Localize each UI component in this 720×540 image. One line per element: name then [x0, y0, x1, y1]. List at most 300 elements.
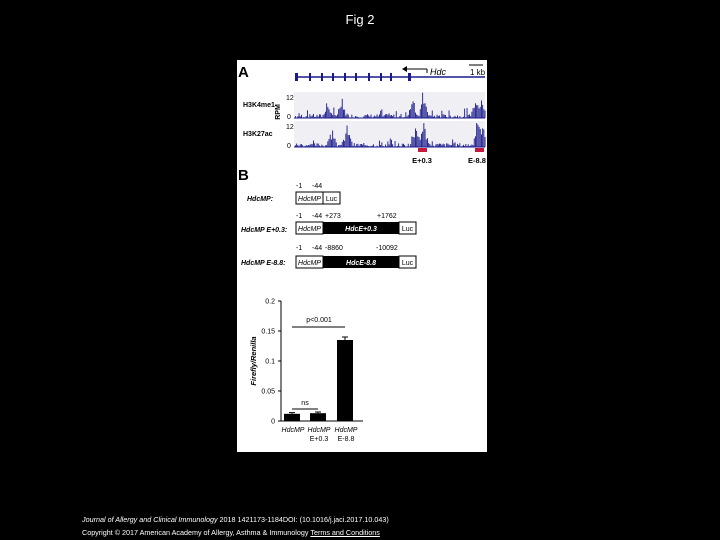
track-signal-bar — [354, 143, 355, 147]
track-signal-bar — [335, 115, 336, 118]
track-signal-bar — [416, 115, 417, 118]
track-min: 0 — [287, 114, 291, 121]
track-signal-bar — [411, 104, 412, 118]
track-signal-bar — [415, 129, 416, 148]
track-signal-bar — [428, 143, 429, 147]
track-signal-bar — [439, 144, 440, 147]
track-signal-bar — [341, 145, 342, 147]
track-signal-bar — [356, 144, 357, 147]
track-signal-bar — [399, 116, 400, 118]
track-signal-bar — [413, 101, 414, 118]
track-signal-bar — [386, 114, 387, 118]
track-signal-bar — [307, 146, 308, 147]
construct-coord: +273 — [325, 213, 341, 220]
track-signal-bar — [312, 144, 313, 147]
track-signal-bar — [341, 107, 342, 118]
track-signal-bar — [325, 112, 326, 118]
track-signal-bar — [359, 118, 360, 119]
track-signal-bar — [435, 145, 436, 148]
track-signal-bar — [459, 116, 460, 118]
track-signal-bar — [413, 137, 414, 147]
track-signal-bar — [464, 109, 465, 118]
track-signal-bar — [437, 115, 438, 118]
track-signal-bar — [404, 145, 405, 147]
track-signal-bar — [307, 110, 308, 118]
track-signal-bar — [384, 115, 385, 118]
track-signal-bar — [408, 115, 409, 118]
track-signal-bar — [362, 145, 363, 147]
track-signal-bar — [426, 140, 427, 148]
track-signal-bar — [470, 116, 471, 118]
track-signal-bar — [329, 139, 330, 147]
track-signal-bar — [395, 141, 396, 147]
track-signal-bar — [371, 115, 372, 119]
construct-coord: -44 — [312, 183, 323, 190]
construct-name: HdcMP: — [247, 196, 274, 203]
x-tick-label: HdcMP — [334, 427, 358, 434]
track-signal-bar — [440, 144, 441, 147]
track-signal-bar — [296, 144, 297, 147]
track-signal-bar — [437, 144, 438, 147]
track-signal-bar — [419, 137, 420, 147]
track-signal-bar — [314, 117, 315, 118]
track-signal-bar — [407, 116, 408, 118]
track-signal-bar — [335, 139, 336, 147]
track-signal-bar — [467, 146, 468, 147]
construct-box-label: Luc — [401, 226, 414, 233]
track-signal-bar — [301, 144, 302, 147]
track-axis-label: RPM — [275, 104, 282, 120]
track-signal-bar — [427, 112, 428, 118]
track-signal-bar — [420, 140, 421, 147]
track-signal-bar — [365, 145, 366, 147]
track-signal-bar — [306, 145, 307, 147]
track-signal-bar — [443, 114, 444, 118]
construct-box-label: HdcMP — [298, 196, 321, 203]
track-signal-bar — [433, 117, 434, 118]
track-signal-bar — [463, 145, 464, 147]
track-signal-bar — [485, 137, 486, 147]
track-signal-bar — [330, 113, 331, 119]
track-signal-bar — [386, 146, 387, 147]
track-signal-bar — [300, 144, 301, 147]
track-signal-bar — [390, 115, 391, 118]
track-background — [294, 121, 485, 147]
track-signal-bar — [401, 147, 402, 148]
track-signal-bar — [295, 116, 296, 118]
track-signal-bar — [300, 116, 301, 118]
track-signal-bar — [379, 141, 380, 147]
track-signal-bar — [407, 146, 408, 147]
track-signal-bar — [459, 143, 460, 147]
track-signal-bar — [351, 142, 352, 147]
track-signal-bar — [465, 117, 466, 118]
construct-hdcmp-e88 — [241, 245, 416, 268]
chip-tracks — [243, 92, 486, 150]
track-signal-bar — [422, 132, 423, 147]
track-signal-bar — [381, 142, 382, 147]
track-signal-bar — [369, 146, 370, 147]
track-signal-bar — [399, 146, 400, 147]
track-signal-bar — [320, 115, 321, 119]
track-signal-bar — [365, 115, 366, 118]
track-signal-bar — [462, 146, 463, 147]
track-signal-bar — [457, 115, 458, 118]
track-signal-bar — [367, 114, 368, 118]
region-label-e03: E+0.3 — [412, 156, 432, 165]
figure-panel — [237, 60, 487, 452]
track-signal-bar — [474, 138, 475, 147]
track-signal-bar — [434, 116, 435, 118]
track-signal-bar — [443, 144, 444, 147]
footer-copyright: Copyright © 2017 American Academy of Allergy, Asthma & Immunology — [82, 528, 311, 537]
track-signal-bar — [444, 115, 445, 118]
track-signal-bar — [393, 115, 394, 119]
construct-coord: -8860 — [325, 245, 343, 252]
track-signal-bar — [476, 105, 477, 118]
bar — [310, 413, 326, 421]
track-signal-bar — [301, 115, 302, 118]
track-signal-bar — [391, 140, 392, 147]
p-value-annotation: p<0.001 — [306, 317, 332, 324]
track-signal-bar — [414, 137, 415, 147]
track-signal-bar — [403, 117, 404, 118]
bar — [284, 414, 300, 421]
slide-title: Fig 2 — [345, 12, 375, 27]
track-signal-bar — [485, 111, 486, 118]
track-signal-bar — [348, 135, 349, 147]
track-signal-bar — [326, 145, 327, 147]
track-signal-bar — [449, 145, 450, 148]
track-signal-bar — [451, 145, 452, 147]
track-signal-bar — [441, 111, 442, 118]
track-signal-bar — [349, 135, 350, 147]
y-tick-label: 0.1 — [265, 358, 275, 366]
track-signal-bar — [415, 113, 416, 118]
track-signal-bar — [438, 144, 439, 147]
track-signal-bar — [371, 146, 372, 147]
track-signal-bar — [357, 144, 358, 147]
track-signal-bar — [313, 114, 314, 118]
track-signal-bar — [452, 117, 453, 118]
track-signal-bar — [324, 114, 325, 118]
track-signal-bar — [321, 145, 322, 147]
track-signal-bar — [473, 108, 474, 118]
track-signal-bar — [398, 117, 399, 118]
y-tick-label: 0.15 — [261, 328, 275, 336]
track-signal-bar — [397, 117, 398, 118]
track-signal-bar — [343, 110, 344, 118]
track-signal-bar — [329, 109, 330, 118]
track-signal-bar — [350, 139, 351, 148]
track-signal-bar — [444, 144, 445, 147]
track-signal-bar — [468, 144, 469, 147]
luciferase-bar-chart — [249, 299, 363, 444]
track-signal-bar — [315, 146, 316, 147]
track-signal-bar — [367, 146, 368, 147]
track-signal-bar — [455, 116, 456, 118]
x-tick-label: E+0.3 — [309, 436, 329, 443]
track-signal-bar — [387, 141, 388, 147]
track-signal-bar — [359, 146, 360, 147]
track-signal-bar — [457, 144, 458, 147]
track-signal-bar — [434, 146, 435, 147]
track-signal-bar — [321, 117, 322, 118]
track-signal-bar — [423, 104, 424, 118]
track-signal-bar — [375, 117, 376, 119]
track-signal-bar — [306, 116, 307, 118]
construct-box-label: Luc — [325, 196, 338, 203]
construct-coord: -1 — [296, 245, 303, 252]
track-signal-bar — [369, 117, 370, 118]
ns-annotation: ns — [301, 400, 309, 407]
track-signal-bar — [432, 141, 433, 147]
track-signal-bar — [431, 146, 432, 147]
construct-coord: -44 — [312, 213, 323, 220]
construct-box-label: Luc — [401, 260, 414, 267]
track-signal-bar — [385, 114, 386, 118]
track-signal-bar — [374, 116, 375, 118]
track-signal-bar — [303, 117, 304, 118]
scale-label: 1 kb — [470, 68, 486, 77]
track-signal-bar — [327, 141, 328, 147]
track-min: 0 — [287, 143, 291, 150]
track-signal-bar — [368, 146, 369, 147]
track-signal-bar — [312, 115, 313, 118]
track-signal-bar — [416, 131, 417, 147]
track-signal-bar — [366, 146, 367, 148]
track-signal-bar — [338, 145, 339, 147]
track-signal-bar — [337, 115, 338, 119]
track-signal-bar — [433, 146, 434, 147]
track-signal-bar — [425, 129, 426, 147]
track-signal-bar — [333, 108, 334, 119]
track-signal-bar — [344, 141, 345, 147]
y-axis-label: Firefly/Renilla — [249, 336, 258, 386]
track-signal-bar — [314, 143, 315, 147]
track-signal-bar — [470, 146, 471, 148]
track-signal-bar — [417, 115, 418, 118]
track-signal-bar — [347, 114, 348, 118]
track-signal-bar — [404, 117, 405, 118]
track-signal-bar — [336, 116, 337, 118]
track-signal-bar — [355, 116, 356, 118]
track-signal-bar — [438, 116, 439, 118]
track-signal-bar — [465, 144, 466, 147]
region-marker-e03 — [418, 148, 427, 152]
x-tick-label: E-8.8 — [337, 436, 355, 443]
track-signal-bar — [332, 115, 333, 118]
track-signal-bar — [383, 116, 384, 118]
track-signal-bar — [464, 146, 465, 147]
track-signal-bar — [401, 114, 402, 118]
y-tick-label: 0.2 — [265, 298, 275, 306]
panel-b-label: B — [238, 167, 249, 184]
track-signal-bar — [456, 117, 457, 118]
track-signal-bar — [381, 109, 382, 118]
footer-journal: Journal of Allergy and Clinical Immunology — [82, 515, 218, 524]
track-signal-bar — [474, 108, 475, 118]
track-signal-bar — [421, 134, 422, 147]
track-signal-bar — [297, 116, 298, 118]
figure-svg — [237, 60, 487, 452]
track-signal-bar — [429, 115, 430, 118]
track-signal-bar — [449, 110, 450, 118]
track-signal-bar — [421, 105, 422, 119]
gene-name: Hdc — [430, 67, 447, 77]
track-signal-bar — [368, 116, 369, 119]
track-signal-bar — [361, 144, 362, 147]
track-signal-bar — [410, 144, 411, 147]
footer-citation: 2018 1421173-1184DOI: (10.1016/j.jaci.2017.10.043) — [217, 515, 389, 524]
construct-box-label: HdcMP — [298, 226, 321, 233]
track-signal-bar — [383, 146, 384, 147]
track-signal-bar — [379, 114, 380, 118]
track-signal-bar — [385, 145, 386, 148]
track-signal-bar — [408, 144, 409, 147]
track-signal-bar — [427, 138, 428, 147]
track-signal-bar — [467, 108, 468, 118]
x-tick-label: HdcMP — [307, 427, 331, 434]
track-signal-bar — [405, 112, 406, 118]
track-signal-bar — [345, 115, 346, 118]
track-signal-bar — [311, 144, 312, 147]
track-signal-bar — [339, 145, 340, 147]
track-name: H3K4me1 — [243, 102, 275, 109]
track-max: 12 — [286, 124, 294, 131]
track-signal-bar — [366, 115, 367, 118]
track-signal-bar — [319, 146, 320, 148]
track-signal-bar — [360, 144, 361, 147]
track-signal-bar — [311, 116, 312, 118]
track-signal-bar — [453, 143, 454, 147]
track-signal-bar — [458, 145, 459, 147]
track-signal-bar — [345, 134, 346, 147]
track-signal-bar — [409, 110, 410, 118]
track-signal-bar — [450, 145, 451, 147]
construct-box-label: HdcE+0.3 — [345, 226, 377, 233]
track-signal-bar — [389, 144, 390, 147]
track-signal-bar — [455, 142, 456, 147]
track-signal-bar — [476, 123, 477, 147]
track-signal-bar — [363, 116, 364, 118]
track-signal-bar — [452, 140, 453, 148]
construct-coord: -44 — [312, 245, 323, 252]
track-signal-bar — [392, 144, 393, 147]
track-name: H3K27ac — [243, 131, 273, 138]
track-signal-bar — [309, 114, 310, 118]
x-tick-label: HdcMP — [281, 427, 305, 434]
track-signal-bar — [318, 144, 319, 147]
track-signal-bar — [446, 117, 447, 118]
panel-a-label: A — [238, 64, 249, 81]
construct-coord: +1762 — [377, 213, 397, 220]
track-signal-bar — [377, 114, 378, 118]
track-signal-bar — [336, 142, 337, 147]
track-signal-bar — [397, 146, 398, 147]
track-signal-bar — [469, 146, 470, 147]
track-signal-bar — [483, 109, 484, 118]
track-signal-bar — [317, 115, 318, 118]
track-signal-bar — [332, 131, 333, 148]
track-signal-bar — [482, 128, 483, 147]
track-signal-bar — [480, 129, 481, 147]
construct-coord: -10092 — [376, 245, 398, 252]
track-signal-bar — [330, 135, 331, 147]
region-label-e88: E-8.8 — [468, 156, 486, 165]
track-signal-bar — [475, 103, 476, 118]
track-signal-bar — [373, 144, 374, 147]
track-signal-bar — [323, 115, 324, 118]
track-signal-bar — [342, 99, 343, 118]
track-signal-bar — [463, 117, 464, 118]
track-signal-bar — [355, 146, 356, 147]
track-signal-bar — [398, 143, 399, 147]
track-signal-bar — [317, 143, 318, 147]
track-signal-bar — [343, 140, 344, 147]
construct-coord: -1 — [296, 183, 303, 190]
track-signal-bar — [347, 126, 348, 148]
y-tick-label: 0.05 — [261, 388, 275, 396]
track-signal-bar — [377, 146, 378, 147]
construct-coord: -1 — [296, 213, 303, 220]
track-signal-bar — [417, 136, 418, 147]
track-signal-bar — [320, 146, 321, 147]
track-signal-bar — [432, 111, 433, 119]
track-signal-bar — [315, 117, 316, 118]
track-signal-bar — [313, 141, 314, 148]
track-signal-bar — [323, 146, 324, 147]
track-signal-bar — [429, 144, 430, 147]
y-tick-label: 0 — [271, 418, 275, 426]
track-signal-bar — [396, 111, 397, 118]
track-signal-bar — [326, 103, 327, 118]
track-signal-bar — [387, 115, 388, 118]
track-signal-bar — [391, 115, 392, 118]
track-signal-bar — [422, 93, 423, 118]
track-signal-bar — [481, 134, 482, 147]
track-signal-bar — [344, 110, 345, 118]
track-signal-bar — [333, 138, 334, 147]
track-signal-bar — [318, 117, 319, 118]
track-max: 12 — [286, 95, 294, 102]
construct-box-label: HdcE-8.8 — [346, 260, 376, 267]
track-signal-bar — [309, 145, 310, 147]
region-marker-e88 — [475, 148, 484, 152]
track-signal-bar — [480, 107, 481, 118]
track-signal-bar — [299, 146, 300, 147]
construct-name: HdcMP E-8.8: — [241, 260, 286, 267]
track-signal-bar — [441, 145, 442, 147]
arrow-left-icon — [402, 66, 427, 73]
track-signal-bar — [482, 105, 483, 118]
track-signal-bar — [327, 107, 328, 118]
track-signal-bar — [390, 139, 391, 148]
track-signal-bar — [295, 145, 296, 147]
track-signal-bar — [342, 142, 343, 147]
track-signal-bar — [389, 113, 390, 118]
track-signal-bar — [426, 107, 427, 118]
track-signal-bar — [477, 105, 478, 118]
track-signal-bar — [353, 117, 354, 118]
track-signal-bar — [414, 103, 415, 118]
track-signal-bar — [380, 145, 381, 147]
track-signal-bar — [308, 145, 309, 147]
track-signal-bar — [428, 116, 429, 119]
track-signal-bar — [481, 101, 482, 119]
track-signal-bar — [372, 146, 373, 147]
terms-link[interactable]: Terms and Conditions — [310, 528, 380, 537]
